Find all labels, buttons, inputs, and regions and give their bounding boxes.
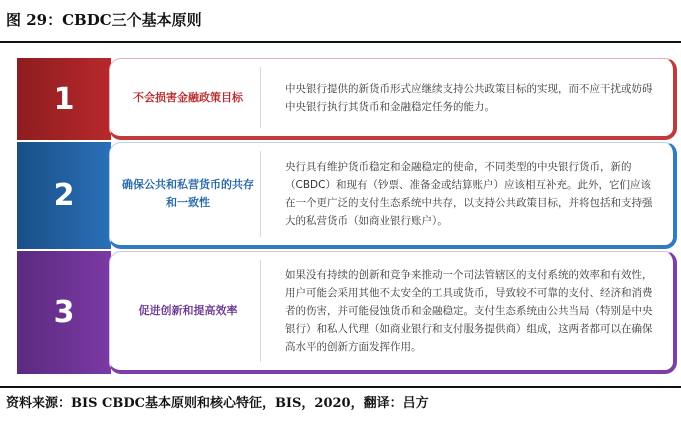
- principle-row-3: [17, 251, 677, 374]
- principle-card: [109, 58, 677, 140]
- principle-description: 中央银行提供的新货币形式应继续支持公共政策目标的实现，而不应干扰或妨碍中央银行执行其货币和金融稳定任务的能力。: [285, 82, 653, 113]
- principle-row-1: [17, 58, 677, 140]
- principle-row-2: [17, 142, 677, 249]
- principle-card: [109, 251, 677, 374]
- principle-label: 不会损害金融政策目标: [133, 90, 243, 104]
- card-divider: [260, 67, 261, 128]
- card-divider: [260, 260, 261, 362]
- principle-label: 确保公共和私营货币的共存和一致性: [122, 178, 254, 209]
- principle-label: 促进创新和提高效率: [138, 304, 238, 317]
- principle-number-badge: 3: [17, 251, 111, 374]
- source-note: 资料来源：BIS CBDC基本原则和核心特征，BIS，2020，翻译：吕方: [6, 396, 429, 411]
- bottom-rule: [0, 386, 681, 388]
- principle-card: [109, 142, 677, 249]
- figure-title: 图 29：CBDC三个基本原则: [6, 11, 202, 29]
- principle-number-badge: 2: [17, 142, 111, 249]
- card-divider: [260, 151, 261, 237]
- principle-description: 央行具有维护货币稳定和金融稳定的使命，不同类型的中央银行货币，新的（CBDC）和现有（钞票、准备金或结算账户）应该相互补充。此外，它们应该在一个更广泛的支付生态系统中共存，以支持公共政策目标，并将包括和支持强大的私营货币（如商业银行账户）。: [285, 161, 653, 227]
- principle-description: 如果没有持续的创新和竞争来推动一个司法管辖区的支付系统的效率和有效性，用户可能会采用其他不太安全的工具或货币，导致较不可靠的支付、经济和消费者的伤害，并可能侵蚀货币和金融稳定。支付生态系统由公共当局（特别是中央银行）和私人代理（如商业银行和支付服务提供商）组成，这两者都可以在确保高水平的创新方面发挥作用。: [285, 269, 653, 353]
- principle-number-badge: 1: [17, 58, 111, 140]
- top-rule: [0, 41, 681, 43]
